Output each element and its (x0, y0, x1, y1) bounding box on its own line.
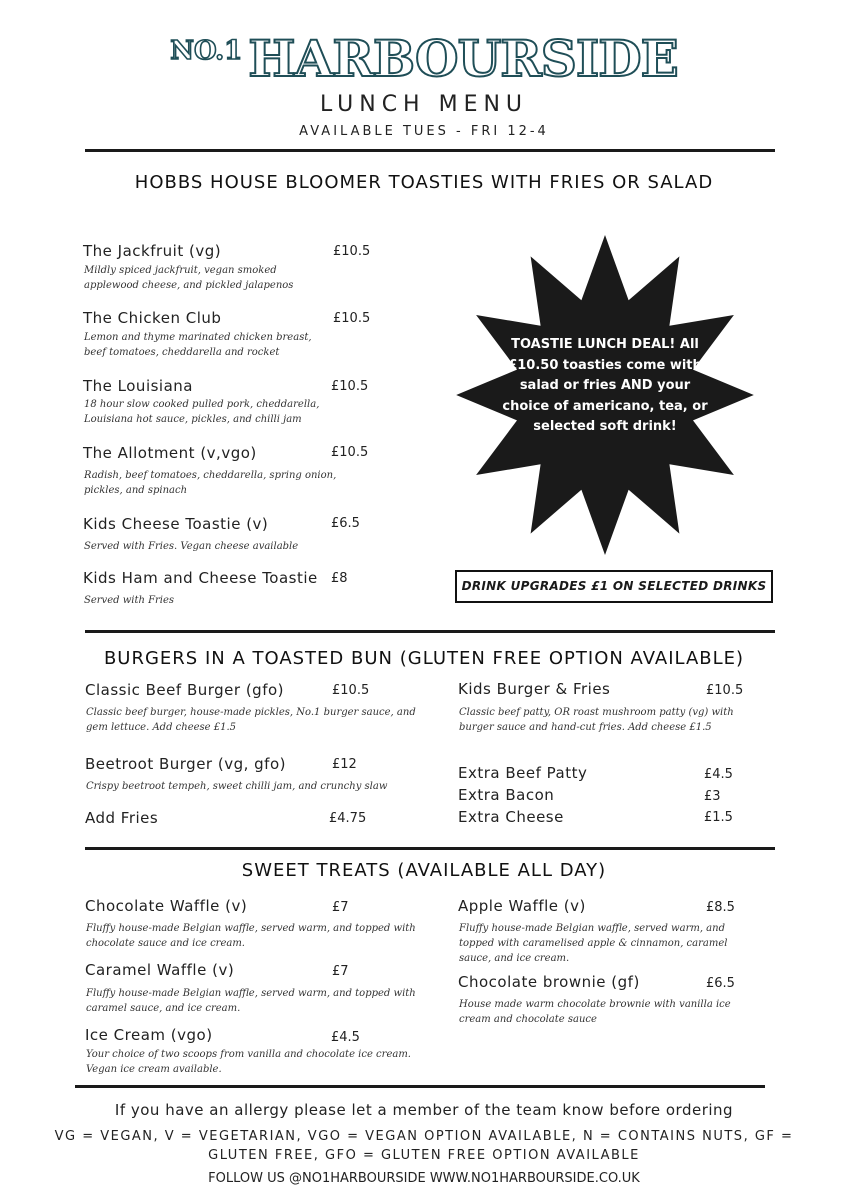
menu-item-desc: Lemon and thyme marinated chicken breast, beef tomatoes, cheddarella and rocket (84, 332, 312, 358)
menu-item-price: £3 (704, 789, 721, 804)
brand-logo (0, 29, 848, 88)
divider (75, 1085, 765, 1088)
menu-item-name: Kids Cheese Toastie (v) (83, 515, 269, 533)
menu-item-name: Kids Burger & Fries (458, 680, 611, 698)
menu-item-desc: Fluffy house-made Belgian waffle, served warm, and topped with chocolate sauce and ice cream. (86, 923, 416, 949)
deal-text: TOASTIE LUNCH DEAL! All £10.50 toasties come with salad or fries AND your choice of americano, tea, or selected soft drink! (502, 337, 708, 434)
menu-item-desc: Mildly spiced jackfruit, vegan smoked applewood cheese, and pickled jalapenos (84, 265, 294, 291)
menu-item-price: £10.5 (331, 445, 369, 460)
menu-item-price: £8.5 (706, 900, 735, 915)
menu-item-price: £12 (332, 757, 357, 772)
menu-item-name: Chocolate brownie (gf) (458, 973, 640, 991)
menu-item-desc: 18 hour slow cooked pulled pork, cheddarella, Louisiana hot sauce, pickles, and chilli jam (84, 399, 320, 425)
menu-item-desc: Your choice of two scoops from vanilla and chocolate ice cream. Vegan ice cream available. (86, 1049, 411, 1075)
menu-item-price: £10.5 (333, 311, 371, 326)
menu-item-desc: Fluffy house-made Belgian waffle, served warm, and topped with caramel sauce, and ice cream. (86, 988, 416, 1014)
menu-item-name: Classic Beef Burger (gfo) (85, 681, 285, 699)
divider (85, 630, 775, 633)
menu-item-name: The Allotment (v,vgo) (83, 444, 257, 462)
brand-name: HARBOURSIDE (248, 29, 678, 88)
menu-item-name: Beetroot Burger (vg, gfo) (85, 755, 286, 773)
menu-item-name: Caramel Waffle (v) (85, 961, 235, 979)
menu-item-price: £7 (332, 900, 349, 915)
menu-title: LUNCH MENU (319, 92, 529, 117)
sweets-title: SWEET TREATS (AVAILABLE ALL DAY) (241, 860, 607, 881)
menu-item-name: The Chicken Club (83, 309, 222, 327)
menu-item-desc: Classic beef patty, OR roast mushroom patty (vg) with burger sauce and hand-cut fries. Add cheese £1.5 (459, 707, 734, 733)
menu-item-name: Apple Waffle (v) (458, 897, 586, 915)
menu-item-desc: Radish, beef tomatoes, cheddarella, spring onion, pickles, and spinach (84, 470, 337, 496)
menu-item-name: Extra Beef Patty (458, 764, 588, 782)
menu-item-price: £8 (331, 571, 348, 586)
menu-item-desc: Classic beef burger, house-made pickles, No.1 burger sauce, and gem lettuce. Add cheese £1.5 (86, 707, 416, 733)
menu-item-name: Extra Cheese (458, 808, 564, 826)
burgers-title: BURGERS IN A TOASTED BUN (GLUTEN FREE OPTION AVAILABLE) (103, 648, 745, 669)
menu-item-desc: Served with Fries (84, 595, 175, 606)
menu-item-desc: Crispy beetroot tempeh, sweet chilli jam, and crunchy slaw (86, 781, 388, 792)
menu-item-price: £6.5 (331, 516, 360, 531)
menu-item-price: £6.5 (706, 976, 735, 991)
drink-upgrade-box: DRINK UPGRADES £1 ON SELECTED DRINKS (455, 570, 773, 603)
menu-item-price: £7 (332, 964, 349, 979)
menu-item-price: £1.5 (704, 810, 733, 825)
dietary-key: VG = VEGAN, V = VEGETARIAN, VGO = VEGAN OPTION AVAILABLE, N = CONTAINS NUTS, GF = GLUTEN FREE, GFO = GLUTEN FREE OPTION AVAILABLE (54, 1129, 794, 1163)
menu-item-desc: Served with Fries. Vegan cheese available (84, 541, 299, 552)
menu-item-price: £10.5 (331, 379, 369, 394)
menu-item-name: Add Fries (85, 809, 159, 827)
menu-item-name: The Louisiana (83, 377, 193, 395)
menu-item-name: Ice Cream (vgo) (85, 1026, 213, 1044)
menu-item-price: £10.5 (332, 683, 370, 698)
allergy-notice: If you have an allergy please let a member of the team know before ordering (114, 1101, 734, 1119)
menu-item-price: £10.5 (333, 244, 371, 259)
menu-item-desc: House made warm chocolate brownie with vanilla ice cream and chocolate sauce (459, 999, 731, 1025)
menu-item-price: £4.5 (704, 767, 733, 782)
social-follow: FOLLOW US @NO1HARBOURSIDE WWW.NO1HARBOURSIDE.CO.UK (208, 1171, 640, 1186)
menu-item-name: Extra Bacon (458, 786, 555, 804)
menu-item-price: £4.5 (331, 1030, 360, 1045)
brand-prefix: NO.1 (170, 36, 243, 66)
menu-item-desc: Fluffy house-made Belgian waffle, served warm, and topped with caramelised apple & cinnamon, caramel sauce, and ice cream. (459, 923, 728, 964)
menu-item-name: Chocolate Waffle (v) (85, 897, 248, 915)
divider (85, 149, 775, 152)
menu-item-price: £4.75 (329, 811, 367, 826)
menu-item-name: The Jackfruit (vg) (83, 242, 222, 260)
availability: AVAILABLE TUES - FRI 12-4 (299, 124, 549, 139)
toasties-title: HOBBS HOUSE BLOOMER TOASTIES WITH FRIES OR SALAD (134, 172, 714, 193)
menu-item-name: Kids Ham and Cheese Toastie (83, 569, 318, 587)
divider (85, 847, 775, 850)
menu-item-price: £10.5 (706, 683, 744, 698)
